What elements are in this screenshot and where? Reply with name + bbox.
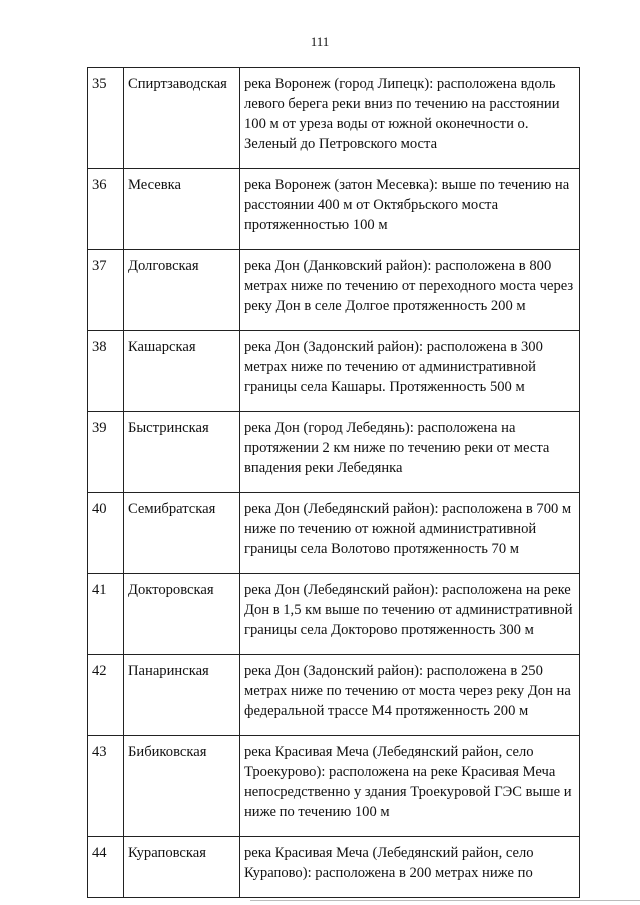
table-row (88, 837, 580, 898)
site-name: Бибиковская (124, 736, 240, 837)
site-name: Кашарская (124, 331, 240, 412)
table-row (88, 68, 580, 169)
row-number: 38 (88, 331, 124, 412)
site-description: река Дон (Данковский район): расположена в 800 метрах ниже по течению от переходного моста через реку Дон в селе Долгое протяженность 200 м (240, 250, 580, 331)
table-row (88, 493, 580, 574)
table-row (88, 250, 580, 331)
table-row (88, 169, 580, 250)
rivers-table (87, 67, 580, 898)
site-name: Месевка (124, 169, 240, 250)
table-row (88, 574, 580, 655)
site-description: река Красивая Меча (Лебедянский район, село Курапово): расположена в 200 метрах ниже по (240, 837, 580, 898)
row-number: 43 (88, 736, 124, 837)
site-description: река Дон (Лебедянский район): расположена на реке Дон в 1,5 км выше по течению от административной границы села Докторово протяженность 300 м (240, 574, 580, 655)
table-row (88, 412, 580, 493)
row-number: 39 (88, 412, 124, 493)
site-name: Семибратская (124, 493, 240, 574)
table-row (88, 331, 580, 412)
row-number: 40 (88, 493, 124, 574)
table-row (88, 736, 580, 837)
row-number: 42 (88, 655, 124, 736)
site-name: Кураповская (124, 837, 240, 898)
site-name: Спиртзаводская (124, 68, 240, 169)
scan-edge-line (250, 900, 640, 901)
site-description: река Дон (Задонский район): расположена в 250 метрах ниже по течению от моста через реку Дон на федеральной трассе М4 протяженность 200 м (240, 655, 580, 736)
site-name: Докторовская (124, 574, 240, 655)
site-description: река Воронеж (затон Месевка): выше по течению на расстоянии 400 м от Октябрьского моста протяженностью 100 м (240, 169, 580, 250)
row-number: 36 (88, 169, 124, 250)
site-name: Панаринская (124, 655, 240, 736)
site-description: река Воронеж (город Липецк): расположена вдоль левого берега реки вниз по течению на расстоянии 100 м от уреза воды от южной оконечности о. Зеленый до Петровского моста (240, 68, 580, 169)
table-row (88, 655, 580, 736)
site-description: река Красивая Меча (Лебедянский район, село Троекурово): расположена на реке Красивая Меча непосредственно у здания Троекуровой ГЭС выше и ниже по течению 100 м (240, 736, 580, 837)
page-number: 111 (310, 34, 330, 49)
row-number: 35 (88, 68, 124, 169)
site-name: Быстринская (124, 412, 240, 493)
site-description: река Дон (город Лебедянь): расположена на протяжении 2 км ниже по течению реки от места впадения реки Лебедянка (240, 412, 580, 493)
site-name: Долговская (124, 250, 240, 331)
site-description: река Дон (Задонский район): расположена в 300 метрах ниже по течению от административной границы села Кашары. Протяженность 500 м (240, 331, 580, 412)
site-description: река Дон (Лебедянский район): расположена в 700 м ниже по течению от южной административной границы села Волотово протяженность 70 м (240, 493, 580, 574)
row-number: 41 (88, 574, 124, 655)
row-number: 37 (88, 250, 124, 331)
row-number: 44 (88, 837, 124, 898)
